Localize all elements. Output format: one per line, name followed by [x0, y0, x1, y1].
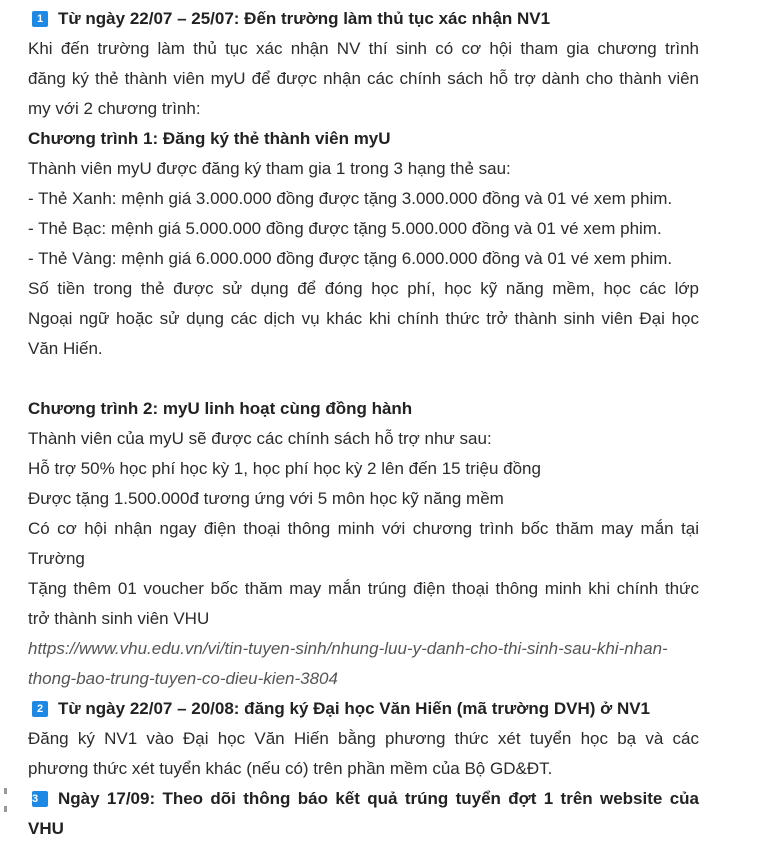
step2-heading [28, 698, 699, 719]
program1-lead: Thành viên myU được đăng ký tham gia 1 trong 3 hạng thẻ sau: [28, 159, 511, 178]
program2-title: Chương trình 2: myU linh hoạt cùng đồng hành [28, 399, 413, 418]
program2-benefit-1: Hỗ trợ 50% học phí học kỳ 1, học phí học kỳ 2 lên đến 15 triệu đồng [28, 459, 541, 478]
step2-title: Từ ngày 22/07 – 20/08: đăng ký Đại học Văn Hiến (mã trường DVH) ở NV1 [58, 699, 651, 718]
intro-line-1: Khi đến trường làm thủ tục xác nhận NV thí sinh có cơ hội tham gia chương trình [28, 39, 699, 58]
program1-note-line-2: Ngoại ngữ hoặc sử dụng các dịch vụ khác khi chính thức trở thành sinh viên Đại học [28, 309, 699, 328]
margin-mark [4, 806, 7, 812]
program2-benefit-3-line-2: Trường [28, 549, 85, 568]
step2-line-1: Đăng ký NV1 vào Đại học Văn Hiến bằng phương thức xét tuyển học bạ và các [28, 729, 699, 748]
step1-title: Từ ngày 22/07 – 25/07: Đến trường làm thủ tục xác nhận NV1 [58, 9, 551, 28]
step1-heading [28, 8, 699, 29]
source-link-line-1[interactable]: https://www.vhu.edu.vn/vi/tin-tuyen-sinh/nhung-luu-y-danh-cho-thi-sinh-sau-khi-nhan- [28, 639, 668, 658]
intro-line-2: đăng ký thẻ thành viên myU để được nhận các chính sách hỗ trợ dành cho thành viên [28, 69, 699, 88]
card-tier-gold: - Thẻ Vàng: mệnh giá 6.000.000 đồng được tặng 6.000.000 đồng và 01 vé xem phim. [28, 249, 673, 268]
program2-benefit-3-line-1: Có cơ hội nhận ngay điện thoại thông minh với chương trình bốc thăm may mắn tại [28, 519, 699, 538]
step-number-badge-icon: 2 [32, 701, 48, 717]
card-tier-green: - Thẻ Xanh: mệnh giá 3.000.000 đồng được tặng 3.000.000 đồng và 01 vé xem phim. [28, 189, 673, 208]
program2-lead: Thành viên của myU sẽ được các chính sách hỗ trợ như sau: [28, 429, 492, 448]
intro-line-3: my với 2 chương trình: [28, 99, 201, 118]
step-number-badge-icon: 1 [32, 11, 48, 27]
step-number-badge-icon: 3 [32, 791, 48, 807]
program1-note-line-1: Số tiền trong thẻ được sử dụng để đóng học phí, học kỹ năng mềm, học các lớp [28, 279, 699, 298]
step3-title-line-2: VHU [28, 819, 64, 838]
program2-benefit-4-line-2: trở thành sinh viên VHU [28, 609, 210, 628]
program1-note-line-3: Văn Hiến. [28, 339, 103, 358]
step2-line-2: phương thức xét tuyển khác (nếu có) trên phần mềm của Bộ GD&ĐT. [28, 759, 553, 778]
program1-title: Chương trình 1: Đăng ký thẻ thành viên myU [28, 129, 391, 148]
margin-mark [4, 788, 7, 794]
program2-benefit-4-line-1: Tặng thêm 01 voucher bốc thăm may mắn trúng điện thoại thông minh khi chính thức [28, 579, 699, 598]
source-link-line-2[interactable]: thong-bao-trung-tuyen-co-dieu-kien-3804 [28, 669, 338, 688]
step3-title-line-1: Ngày 17/09: Theo dõi thông báo kết quả trúng tuyển đợt 1 trên website của [58, 789, 699, 808]
card-tier-silver: - Thẻ Bạc: mệnh giá 5.000.000 đồng được tặng 5.000.000 đồng và 01 vé xem phim. [28, 219, 662, 238]
program2-benefit-2: Được tặng 1.500.000đ tương ứng với 5 môn học kỹ năng mềm [28, 489, 504, 508]
step3-heading [28, 788, 699, 809]
